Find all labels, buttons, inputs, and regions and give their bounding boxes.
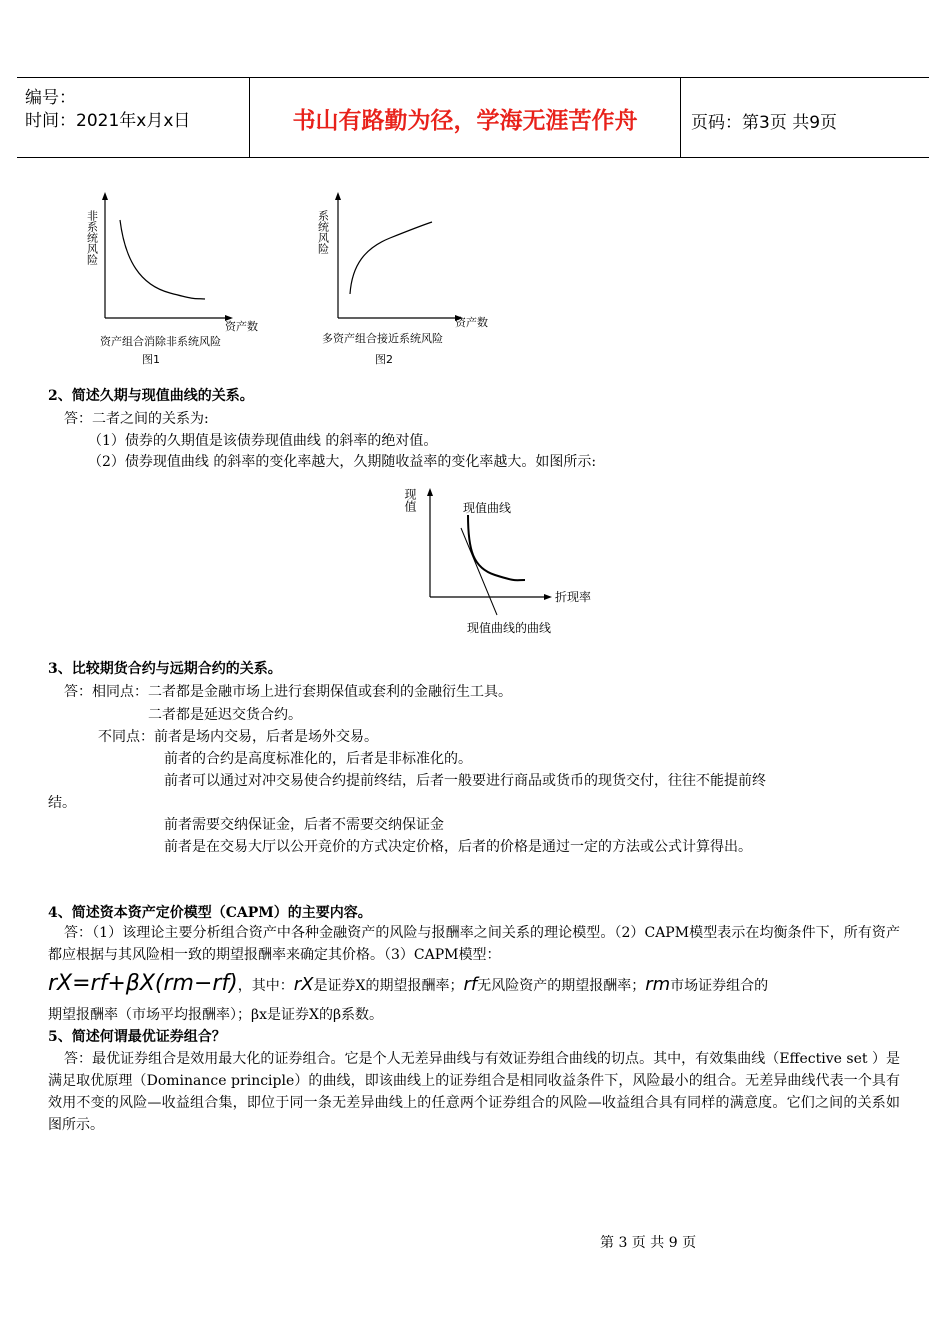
header-right-cell (681, 78, 929, 157)
fig1-xlabel: 资产数 (225, 320, 258, 333)
figure-3 (395, 480, 615, 644)
fig2-number: 图2 (375, 353, 393, 366)
q3-diff-3b: 结。 (48, 795, 76, 811)
fig2-caption: 多资产组合接近系统风险 (322, 332, 443, 345)
q4-text-4: 市场证券组合的 (670, 978, 769, 994)
header-left-cell (17, 78, 250, 157)
fig1-caption: 资产组合消除非系统风险 (100, 335, 221, 348)
q4-text-2: 是证券X的期望报酬率； (313, 978, 464, 994)
q3-same-2: 二者都是延迟交货合约。 (148, 707, 302, 723)
q4-title: 4、简述资本资产定价模型（CAPM）的主要内容。 (48, 905, 372, 921)
fig1-number: 图1 (142, 353, 160, 366)
q3-diff-3a: 前者可以通过对冲交易使合约提前终结，后者一般要进行商品或货币的现货交付，往往不能提前终 (164, 773, 766, 789)
q3-diff-2: 前者的合约是高度标准化的，后者是非标准化的。 (164, 751, 472, 767)
fig3-ylabel: 现值 (403, 488, 417, 512)
header-middle-cell (250, 78, 681, 157)
fig3-tangent-label: 现值曲线的曲线 (467, 621, 552, 635)
time-label: 时间：2021年x月x日 (25, 111, 191, 131)
fig2-xlabel: 资产数 (455, 316, 488, 329)
rm-symbol: rm (645, 974, 671, 995)
q5-paragraph: 答：最优证券组合是效用最大化的证券组合。它是个人无差异曲线与有效证券组合曲线的切点。其中，有效集曲线（Effective set ）是满足取优原理（Dominance principle）的曲线，即该曲线上的证券组合是相同收益条件下，风险最小的组合。无差异曲线代表一个具有效用不变的风险—收益组合集，即位于同一条无差异曲线上的任意两个证券组合的风险—收益组合具有同样的满意度。它们之间的关系如图所示。 (48, 1051, 900, 1133)
fig3-curve-label: 现值曲线 (463, 501, 512, 515)
q5-title: 5、简述何谓最优证券组合？ (48, 1029, 226, 1045)
q4-line-3: 期望报酬率（市场平均报酬率）；βx是证券X的β系数。 (48, 1007, 384, 1023)
figure-1 (80, 190, 280, 379)
number-label: 编号： (25, 88, 76, 108)
fig1-ylabel: 非系统风险 (85, 210, 99, 265)
q4-paragraph: 答：（1）该理论主要分析组合资产中各种金融资产的风险与报酬率之间关系的理论模型。（2）CAPM模型表示在均衡条件下，所有资产都应根据与其风险相一致的期望报酬率来确定其价格。（3）CAPM模型： (48, 925, 900, 963)
rf-symbol: rf (463, 974, 478, 995)
motto: 书山有路勤为径，学海无涯苦作舟 (292, 108, 638, 134)
q4-text-1: ，其中： (237, 978, 294, 994)
page-header (17, 77, 929, 158)
rx-symbol: rX (293, 974, 314, 995)
q3-same-1: 答：相同点：二者都是金融市场上进行套期保值或套利的金融衍生工具。 (64, 684, 512, 700)
capm-formula: rX=rf+βX(rm−rf) (48, 971, 238, 996)
q2-point-2: （2）债券现值曲线 的斜率的变化率越大，久期随收益率的变化率越大。如图所示: (88, 454, 597, 470)
q3-diff-5: 前者是在交易大厅以公开竞价的方式决定价格，后者的价格是通过一定的方法或公式计算得出。 (164, 839, 752, 855)
q3-diff-4: 前者需要交纳保证金，后者不需要交纳保证金 (164, 817, 444, 833)
q2-answer: 答：二者之间的关系为: (64, 411, 209, 427)
q3-title: 3、比较期货合约与远期合约的关系。 (48, 661, 282, 677)
page-code: 页码：第3页 共9页 (691, 113, 838, 133)
q2-title: 2、简述久期与现值曲线的关系。 (48, 388, 254, 404)
q4-text-3: 无风险资产的期望报酬率； (477, 978, 646, 994)
fig2-ylabel: 系统风险 (316, 210, 330, 254)
q3-diff-1: 不同点：前者是场内交易，后者是场外交易。 (98, 729, 378, 745)
page-footer: 第 3 页 共 9 页 (600, 1235, 697, 1251)
q2-point-1: （1）债券的久期值是该债券现值曲线 的斜率的绝对值。 (88, 433, 438, 449)
figure-2 (310, 190, 510, 379)
q4-formula-line (48, 970, 768, 1000)
fig3-xlabel: 折现率 (555, 590, 592, 604)
